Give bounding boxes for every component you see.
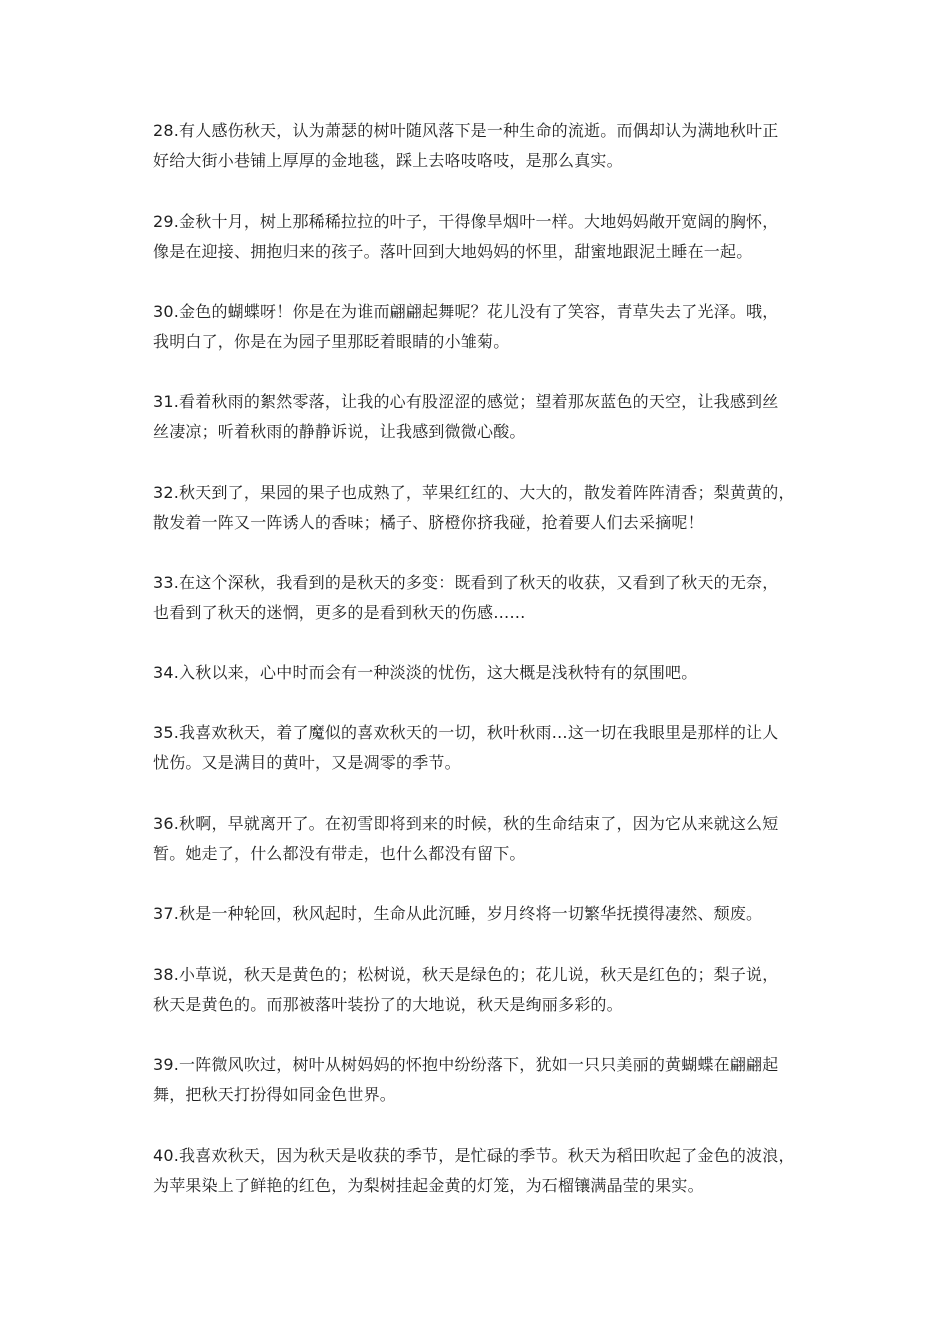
paragraph-30 bbox=[153, 297, 813, 357]
paragraph-32 bbox=[153, 478, 813, 538]
paragraph-line: 暂。她走了，什么都没有带走，也什么都没有留下。 bbox=[153, 844, 526, 863]
paragraph-line: 40.我喜欢秋天，因为秋天是收获的季节，是忙碌的季节。秋天为稻田吹起了金色的波浪， bbox=[153, 1146, 795, 1165]
paragraph-line: 秋天是黄色的。而那被落叶装扮了的大地说，秋天是绚丽多彩的。 bbox=[153, 995, 623, 1014]
paragraph-31 bbox=[153, 387, 813, 447]
paragraph-34 bbox=[153, 658, 813, 688]
paragraph-line: 28.有人感伤秋天，认为萧瑟的树叶随风落下是一种生命的流逝。而偶却认为满地秋叶正 bbox=[153, 121, 779, 140]
paragraph-line: 31.看着秋雨的絮然零落，让我的心有股涩涩的感觉；望着那灰蓝色的天空，让我感到丝 bbox=[153, 392, 779, 411]
paragraph-line: 33.在这个深秋，我看到的是秋天的多变：既看到了秋天的收获，又看到了秋天的无奈， bbox=[153, 573, 779, 592]
paragraph-line: 36.秋啊，早就离开了。在初雪即将到来的时候，秋的生命结束了，因为它从来就这么短 bbox=[153, 814, 779, 833]
paragraph-40 bbox=[153, 1141, 813, 1201]
paragraph-37 bbox=[153, 899, 813, 929]
paragraph-33 bbox=[153, 568, 813, 628]
paragraph-38 bbox=[153, 960, 813, 1020]
paragraph-line: 34.入秋以来，心中时而会有一种淡淡的忧伤，这大概是浅秋特有的氛围吧。 bbox=[153, 663, 698, 682]
paragraph-line: 35.我喜欢秋天，着了魔似的喜欢秋天的一切，秋叶秋雨…这一切在我眼里是那样的让人 bbox=[153, 723, 779, 742]
paragraph-28 bbox=[153, 116, 813, 176]
paragraph-line: 38.小草说，秋天是黄色的；松树说，秋天是绿色的；花儿说，秋天是红色的；梨子说， bbox=[153, 965, 779, 984]
paragraph-line: 37.秋是一种轮回，秋风起时，生命从此沉睡，岁月终将一切繁华抚摸得凄然、颓废。 bbox=[153, 904, 763, 923]
paragraph-line: 散发着一阵又一阵诱人的香味；橘子、脐橙你挤我碰，抢着要人们去采摘呢！ bbox=[153, 513, 704, 532]
paragraph-line: 舞，把秋天打扮得如同金色世界。 bbox=[153, 1085, 397, 1104]
paragraph-line: 忧伤。又是满目的黄叶，又是凋零的季节。 bbox=[153, 753, 461, 772]
paragraph-line: 39.一阵微风吹过，树叶从树妈妈的怀抱中纷纷落下，犹如一只只美丽的黄蝴蝶在翩翩起 bbox=[153, 1055, 779, 1074]
paragraph-line: 好给大街小巷铺上厚厚的金地毯，踩上去咯吱咯吱，是那么真实。 bbox=[153, 151, 623, 170]
paragraph-line: 32.秋天到了，果园的果子也成熟了，苹果红红的、大大的，散发着阵阵清香；梨黄黄的， bbox=[153, 483, 795, 502]
paragraph-line: 30.金色的蝴蝶呀！你是在为谁而翩翩起舞呢？花儿没有了笑容，青草失去了光泽。哦， bbox=[153, 302, 779, 321]
paragraph-line: 29.金秋十月，树上那稀稀拉拉的叶子，干得像旱烟叶一样。大地妈妈敞开宽阔的胸怀， bbox=[153, 212, 779, 231]
paragraph-line: 为苹果染上了鲜艳的红色，为梨树挂起金黄的灯笼，为石榴镶满晶莹的果实。 bbox=[153, 1176, 704, 1195]
paragraph-36 bbox=[153, 809, 813, 869]
paragraph-29 bbox=[153, 207, 813, 267]
paragraph-line: 也看到了秋天的迷惘，更多的是看到秋天的伤感…… bbox=[153, 603, 526, 622]
paragraph-39 bbox=[153, 1050, 813, 1110]
paragraph-35 bbox=[153, 718, 813, 778]
paragraph-line: 我明白了，你是在为园子里那眨着眼睛的小雏菊。 bbox=[153, 332, 510, 351]
paragraph-line: 像是在迎接、拥抱归来的孩子。落叶回到大地妈妈的怀里，甜蜜地跟泥土睡在一起。 bbox=[153, 242, 753, 261]
paragraph-line: 丝凄凉；听着秋雨的静静诉说，让我感到微微心酸。 bbox=[153, 422, 526, 441]
